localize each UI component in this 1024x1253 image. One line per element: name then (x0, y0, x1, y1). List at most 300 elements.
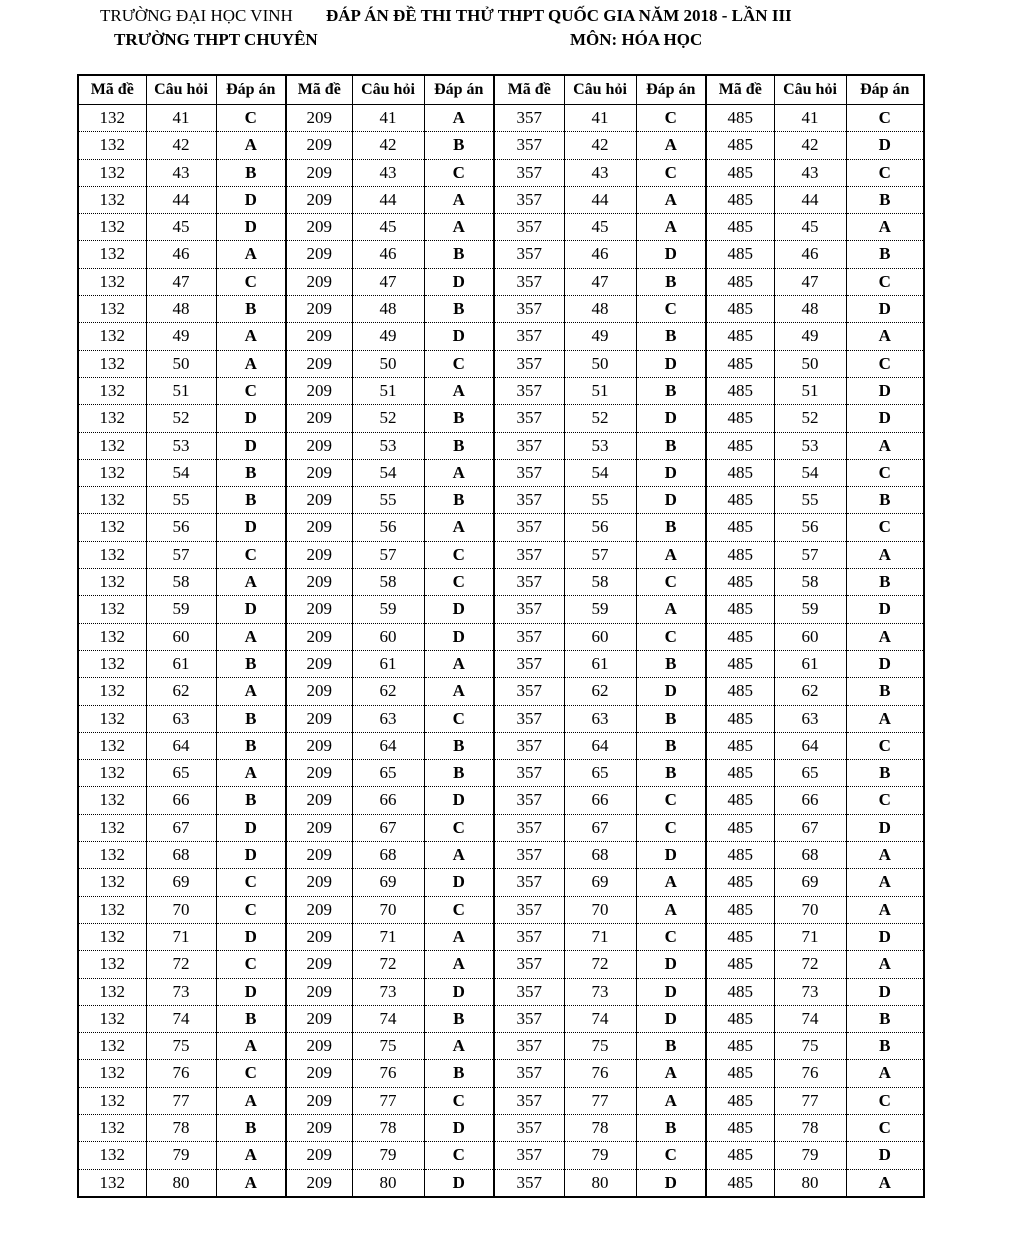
question-number-cell: 65 (774, 760, 846, 787)
answer-cell: C (636, 623, 706, 650)
answer-cell: B (636, 732, 706, 759)
table-row (78, 159, 924, 186)
question-number-cell: 43 (564, 159, 636, 186)
question-number-cell: 65 (564, 760, 636, 787)
question-number-cell: 49 (564, 323, 636, 350)
exam-code-cell: 209 (286, 650, 352, 677)
answer-cell: B (636, 432, 706, 459)
question-number-cell: 56 (146, 514, 216, 541)
answer-cell: D (216, 514, 286, 541)
answer-cell: D (216, 596, 286, 623)
table-row (78, 705, 924, 732)
answer-cell: A (846, 214, 924, 241)
table-row (78, 596, 924, 623)
exam-code-cell: 485 (706, 1142, 774, 1169)
question-number-cell: 78 (146, 1114, 216, 1141)
table-row (78, 241, 924, 268)
exam-code-cell: 209 (286, 705, 352, 732)
question-number-cell: 45 (352, 214, 424, 241)
answer-cell: A (424, 105, 494, 132)
answer-cell: C (424, 541, 494, 568)
answer-cell: B (216, 650, 286, 677)
question-number-cell: 46 (774, 241, 846, 268)
answer-cell: A (636, 132, 706, 159)
question-number-cell: 56 (774, 514, 846, 541)
table-row (78, 814, 924, 841)
column-header: Mã đề (494, 75, 564, 105)
question-number-cell: 73 (352, 978, 424, 1005)
question-number-cell: 68 (774, 842, 846, 869)
question-number-cell: 58 (564, 569, 636, 596)
exam-code-cell: 132 (78, 159, 146, 186)
exam-code-cell: 357 (494, 760, 564, 787)
question-number-cell: 57 (352, 541, 424, 568)
answer-cell: D (636, 487, 706, 514)
answer-cell: C (846, 459, 924, 486)
question-number-cell: 66 (352, 787, 424, 814)
exam-code-cell: 132 (78, 569, 146, 596)
exam-code-cell: 209 (286, 978, 352, 1005)
answer-cell: B (424, 760, 494, 787)
answer-cell: B (846, 241, 924, 268)
question-number-cell: 47 (774, 268, 846, 295)
table-row (78, 842, 924, 869)
table-row (78, 268, 924, 295)
question-number-cell: 75 (146, 1033, 216, 1060)
table-row (78, 1005, 924, 1032)
answer-cell: B (636, 514, 706, 541)
answer-cell: A (216, 132, 286, 159)
question-number-cell: 59 (564, 596, 636, 623)
exam-code-cell: 485 (706, 268, 774, 295)
question-number-cell: 66 (774, 787, 846, 814)
question-number-cell: 63 (146, 705, 216, 732)
exam-code-cell: 485 (706, 1114, 774, 1141)
table-row (78, 514, 924, 541)
question-number-cell: 68 (564, 842, 636, 869)
question-number-cell: 54 (774, 459, 846, 486)
exam-code-cell: 132 (78, 1114, 146, 1141)
answer-cell: C (424, 159, 494, 186)
answer-cell: C (216, 541, 286, 568)
exam-code-cell: 209 (286, 814, 352, 841)
answer-cell: A (636, 896, 706, 923)
exam-code-cell: 209 (286, 105, 352, 132)
exam-code-cell: 485 (706, 978, 774, 1005)
answer-cell: A (424, 459, 494, 486)
answer-cell: D (846, 650, 924, 677)
question-number-cell: 61 (564, 650, 636, 677)
question-number-cell: 57 (146, 541, 216, 568)
question-number-cell: 79 (352, 1142, 424, 1169)
table-row (78, 951, 924, 978)
question-number-cell: 79 (564, 1142, 636, 1169)
answer-cell: A (424, 951, 494, 978)
answer-cell: B (216, 459, 286, 486)
answer-cell: D (424, 623, 494, 650)
exam-code-cell: 132 (78, 268, 146, 295)
exam-code-cell: 209 (286, 350, 352, 377)
table-row (78, 541, 924, 568)
answer-cell: D (216, 978, 286, 1005)
exam-code-cell: 357 (494, 896, 564, 923)
exam-code-cell: 209 (286, 268, 352, 295)
answer-cell: D (846, 814, 924, 841)
answer-cell: C (216, 377, 286, 404)
question-number-cell: 43 (146, 159, 216, 186)
table-row (78, 650, 924, 677)
question-number-cell: 58 (774, 569, 846, 596)
exam-code-cell: 209 (286, 842, 352, 869)
answer-cell: A (216, 1142, 286, 1169)
exam-code-cell: 485 (706, 869, 774, 896)
exam-code-cell: 485 (706, 814, 774, 841)
question-number-cell: 41 (352, 105, 424, 132)
answer-cell: A (846, 951, 924, 978)
question-number-cell: 54 (146, 459, 216, 486)
question-number-cell: 46 (352, 241, 424, 268)
exam-code-cell: 132 (78, 951, 146, 978)
table-row (78, 896, 924, 923)
answer-cell: A (424, 923, 494, 950)
question-number-cell: 68 (352, 842, 424, 869)
exam-code-cell: 132 (78, 842, 146, 869)
question-number-cell: 59 (774, 596, 846, 623)
exam-code-cell: 209 (286, 1033, 352, 1060)
question-number-cell: 75 (352, 1033, 424, 1060)
exam-code-cell: 357 (494, 268, 564, 295)
exam-code-cell: 357 (494, 569, 564, 596)
exam-code-cell: 485 (706, 1005, 774, 1032)
exam-code-cell: 132 (78, 241, 146, 268)
question-number-cell: 57 (564, 541, 636, 568)
table-row (78, 323, 924, 350)
question-number-cell: 53 (774, 432, 846, 459)
question-number-cell: 47 (352, 268, 424, 295)
exam-code-cell: 357 (494, 1169, 564, 1197)
exam-code-cell: 209 (286, 132, 352, 159)
answer-cell: D (636, 350, 706, 377)
answer-cell: B (424, 1060, 494, 1087)
question-number-cell: 55 (352, 487, 424, 514)
question-number-cell: 77 (146, 1087, 216, 1114)
column-header: Câu hỏi (564, 75, 636, 105)
exam-code-cell: 209 (286, 405, 352, 432)
question-number-cell: 41 (774, 105, 846, 132)
exam-code-cell: 132 (78, 678, 146, 705)
exam-code-cell: 209 (286, 732, 352, 759)
answer-cell: B (636, 1033, 706, 1060)
exam-code-cell: 485 (706, 459, 774, 486)
question-number-cell: 53 (352, 432, 424, 459)
exam-code-cell: 485 (706, 432, 774, 459)
question-number-cell: 62 (352, 678, 424, 705)
question-number-cell: 53 (146, 432, 216, 459)
answer-cell: B (846, 487, 924, 514)
answer-cell: B (216, 159, 286, 186)
question-number-cell: 43 (352, 159, 424, 186)
question-number-cell: 70 (774, 896, 846, 923)
exam-code-cell: 485 (706, 105, 774, 132)
question-number-cell: 44 (352, 186, 424, 213)
table-row (78, 105, 924, 132)
table-row (78, 186, 924, 213)
exam-code-cell: 485 (706, 732, 774, 759)
answer-cell: C (216, 1060, 286, 1087)
answer-cell: D (636, 842, 706, 869)
exam-code-cell: 357 (494, 1033, 564, 1060)
question-number-cell: 60 (774, 623, 846, 650)
answer-cell: A (216, 1087, 286, 1114)
exam-code-cell: 132 (78, 923, 146, 950)
question-number-cell: 64 (774, 732, 846, 759)
question-number-cell: 48 (774, 296, 846, 323)
answer-cell: B (424, 296, 494, 323)
exam-code-cell: 357 (494, 951, 564, 978)
question-number-cell: 44 (774, 186, 846, 213)
exam-code-cell: 357 (494, 432, 564, 459)
answer-cell: B (846, 186, 924, 213)
exam-code-cell: 132 (78, 432, 146, 459)
exam-code-cell: 132 (78, 296, 146, 323)
answer-cell: B (424, 1005, 494, 1032)
question-number-cell: 73 (774, 978, 846, 1005)
exam-code-cell: 209 (286, 323, 352, 350)
answer-cell: A (636, 1060, 706, 1087)
answer-cell: B (216, 296, 286, 323)
question-number-cell: 51 (774, 377, 846, 404)
exam-code-cell: 485 (706, 377, 774, 404)
exam-code-cell: 357 (494, 1114, 564, 1141)
column-header: Câu hỏi (146, 75, 216, 105)
column-header: Mã đề (706, 75, 774, 105)
table-row (78, 459, 924, 486)
question-number-cell: 68 (146, 842, 216, 869)
column-header: Đáp án (424, 75, 494, 105)
exam-code-cell: 357 (494, 241, 564, 268)
exam-code-cell: 132 (78, 105, 146, 132)
exam-code-cell: 485 (706, 405, 774, 432)
exam-code-cell: 485 (706, 1033, 774, 1060)
answer-cell: C (846, 1087, 924, 1114)
exam-code-cell: 209 (286, 159, 352, 186)
answer-cell: A (636, 596, 706, 623)
answer-cell: B (636, 705, 706, 732)
answer-cell: A (216, 569, 286, 596)
exam-code-cell: 357 (494, 405, 564, 432)
question-number-cell: 48 (564, 296, 636, 323)
answer-cell: A (846, 896, 924, 923)
exam-code-cell: 209 (286, 214, 352, 241)
question-number-cell: 57 (774, 541, 846, 568)
question-number-cell: 58 (352, 569, 424, 596)
question-number-cell: 44 (564, 186, 636, 213)
answer-cell: D (424, 1114, 494, 1141)
question-number-cell: 80 (352, 1169, 424, 1197)
answer-cell: C (424, 569, 494, 596)
question-number-cell: 41 (564, 105, 636, 132)
answer-cell: A (216, 323, 286, 350)
exam-code-cell: 209 (286, 186, 352, 213)
exam-code-cell: 485 (706, 842, 774, 869)
question-number-cell: 42 (774, 132, 846, 159)
question-number-cell: 80 (564, 1169, 636, 1197)
exam-code-cell: 132 (78, 323, 146, 350)
question-number-cell: 46 (564, 241, 636, 268)
exam-code-cell: 485 (706, 596, 774, 623)
exam-code-cell: 357 (494, 296, 564, 323)
answer-cell: B (636, 377, 706, 404)
question-number-cell: 46 (146, 241, 216, 268)
answer-cell: A (424, 514, 494, 541)
answer-cell: D (846, 377, 924, 404)
answer-cell: B (216, 487, 286, 514)
exam-code-cell: 132 (78, 132, 146, 159)
table-row (78, 432, 924, 459)
answer-cell: A (846, 541, 924, 568)
answer-cell: B (636, 760, 706, 787)
subject-name: MÔN: HÓA HỌC (570, 30, 703, 49)
question-number-cell: 76 (146, 1060, 216, 1087)
exam-code-cell: 132 (78, 787, 146, 814)
question-number-cell: 49 (146, 323, 216, 350)
exam-code-cell: 485 (706, 323, 774, 350)
question-number-cell: 72 (774, 951, 846, 978)
exam-code-cell: 209 (286, 623, 352, 650)
answer-cell: D (636, 241, 706, 268)
answer-cell: A (216, 241, 286, 268)
question-number-cell: 77 (774, 1087, 846, 1114)
answer-cell: D (636, 951, 706, 978)
table-row (78, 296, 924, 323)
column-header: Đáp án (636, 75, 706, 105)
answer-cell: B (846, 569, 924, 596)
question-number-cell: 69 (774, 869, 846, 896)
exam-code-cell: 132 (78, 186, 146, 213)
answer-cell: D (424, 869, 494, 896)
answer-cell: B (424, 405, 494, 432)
exam-code-cell: 357 (494, 650, 564, 677)
question-number-cell: 42 (352, 132, 424, 159)
exam-code-cell: 357 (494, 459, 564, 486)
question-number-cell: 69 (564, 869, 636, 896)
answer-cell: C (216, 896, 286, 923)
exam-code-cell: 357 (494, 623, 564, 650)
exam-code-cell: 209 (286, 1060, 352, 1087)
question-number-cell: 80 (146, 1169, 216, 1197)
answer-cell: A (846, 869, 924, 896)
question-number-cell: 56 (564, 514, 636, 541)
table-row (78, 978, 924, 1005)
answer-cell: B (216, 705, 286, 732)
question-number-cell: 76 (352, 1060, 424, 1087)
school-name: TRƯỜNG THPT CHUYÊN (114, 30, 318, 49)
exam-code-cell: 209 (286, 487, 352, 514)
answer-rows (78, 105, 924, 1197)
exam-code-cell: 485 (706, 650, 774, 677)
answer-cell: A (216, 678, 286, 705)
exam-code-cell: 357 (494, 159, 564, 186)
answer-cell: C (424, 350, 494, 377)
question-number-cell: 61 (146, 650, 216, 677)
exam-code-cell: 357 (494, 732, 564, 759)
question-number-cell: 67 (774, 814, 846, 841)
question-number-cell: 49 (352, 323, 424, 350)
exam-code-cell: 485 (706, 787, 774, 814)
answer-cell: A (846, 432, 924, 459)
answer-cell: D (636, 405, 706, 432)
answer-cell: B (636, 1114, 706, 1141)
question-number-cell: 71 (352, 923, 424, 950)
question-number-cell: 70 (352, 896, 424, 923)
table-row (78, 869, 924, 896)
table-row (78, 405, 924, 432)
university-name: TRƯỜNG ĐẠI HỌC VINH (100, 6, 293, 25)
answer-cell: B (846, 678, 924, 705)
exam-code-cell: 357 (494, 787, 564, 814)
table-row (78, 214, 924, 241)
question-number-cell: 51 (146, 377, 216, 404)
answer-cell: A (846, 323, 924, 350)
answer-cell: A (846, 1169, 924, 1197)
exam-code-cell: 209 (286, 951, 352, 978)
answer-cell: D (216, 214, 286, 241)
question-number-cell: 59 (146, 596, 216, 623)
exam-code-cell: 357 (494, 541, 564, 568)
exam-code-cell: 357 (494, 1142, 564, 1169)
exam-code-cell: 485 (706, 1169, 774, 1197)
question-number-cell: 52 (352, 405, 424, 432)
answer-cell: D (424, 1169, 494, 1197)
answer-cell: D (424, 596, 494, 623)
question-number-cell: 43 (774, 159, 846, 186)
exam-code-cell: 485 (706, 923, 774, 950)
question-number-cell: 47 (564, 268, 636, 295)
answer-cell: B (636, 323, 706, 350)
answer-cell: A (636, 541, 706, 568)
question-number-cell: 66 (146, 787, 216, 814)
table-row (78, 760, 924, 787)
exam-code-cell: 357 (494, 1060, 564, 1087)
exam-code-cell: 209 (286, 1114, 352, 1141)
question-number-cell: 70 (146, 896, 216, 923)
answer-cell: B (424, 132, 494, 159)
exam-code-cell: 132 (78, 541, 146, 568)
column-header: Mã đề (286, 75, 352, 105)
table-row (78, 623, 924, 650)
answer-cell: A (424, 214, 494, 241)
answer-cell: D (846, 596, 924, 623)
question-number-cell: 50 (564, 350, 636, 377)
table-row (78, 1087, 924, 1114)
exam-code-cell: 132 (78, 732, 146, 759)
exam-code-cell: 132 (78, 405, 146, 432)
answer-cell: A (846, 705, 924, 732)
exam-code-cell: 132 (78, 1169, 146, 1197)
exam-code-cell: 132 (78, 1060, 146, 1087)
question-number-cell: 42 (564, 132, 636, 159)
answer-cell: C (846, 514, 924, 541)
exam-code-cell: 357 (494, 214, 564, 241)
answer-cell: B (636, 268, 706, 295)
exam-code-cell: 209 (286, 760, 352, 787)
answer-cell: C (216, 105, 286, 132)
question-number-cell: 48 (146, 296, 216, 323)
answer-cell: C (846, 105, 924, 132)
exam-code-cell: 209 (286, 869, 352, 896)
answer-cell: D (636, 978, 706, 1005)
exam-code-cell: 357 (494, 487, 564, 514)
